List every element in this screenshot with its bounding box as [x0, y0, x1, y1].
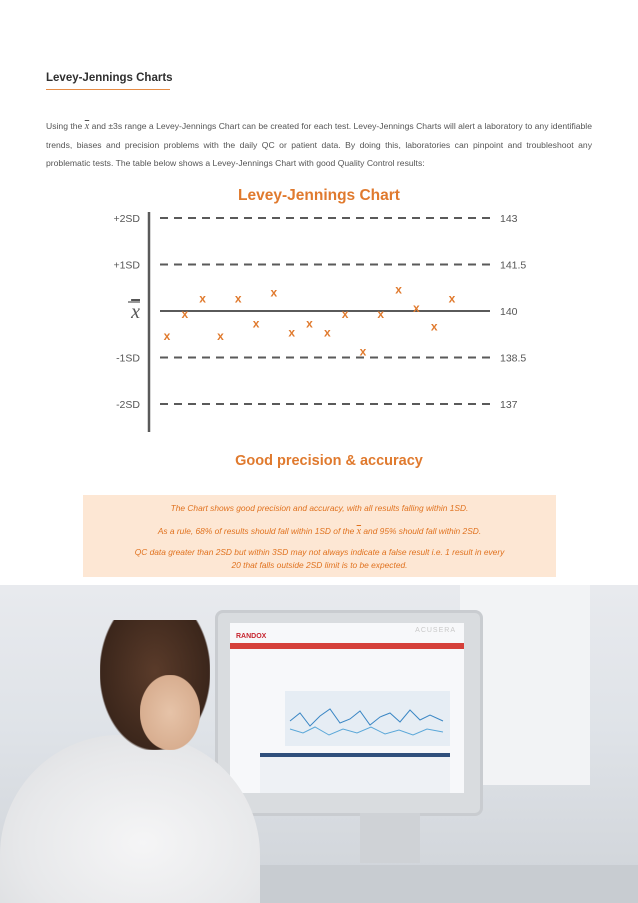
person-face	[140, 675, 200, 750]
sd-label: +1SD	[113, 259, 140, 272]
data-point-15: x	[413, 300, 420, 315]
chart-subtitle: Good precision & accuracy	[235, 453, 423, 469]
sd-label: -1SD	[116, 352, 140, 365]
data-point-2: x	[181, 307, 189, 322]
levey-jennings-chart	[0, 180, 638, 470]
screen-table	[260, 753, 450, 793]
data-points	[164, 282, 456, 358]
level-value-label: 137	[500, 399, 518, 411]
monitor-screen	[230, 623, 464, 793]
sd-label: -2SD	[116, 399, 140, 411]
chart-title: Levey-Jennings Chart	[238, 187, 400, 204]
screen-product-logo: ACUSERA	[415, 627, 456, 634]
data-point-6: x	[252, 316, 260, 331]
intro-paragraph	[46, 117, 592, 172]
screen-graph	[285, 691, 450, 746]
level-value-label: 143	[500, 213, 518, 225]
level-value-label: 141.5	[500, 259, 527, 272]
monitor-stand	[360, 813, 420, 863]
data-point-7: x	[270, 285, 278, 300]
note-line-4: 20 that falls outside 2SD limit is to be expected.	[231, 560, 408, 570]
note-mean-symbol: $\overline{x}$	[356, 526, 362, 537]
note-line-2	[83, 525, 556, 538]
screen-graph-panel	[285, 691, 450, 746]
data-point-17: x	[448, 291, 456, 306]
mean-symbol-label: x	[131, 301, 140, 323]
level-value-label: 138.5	[500, 352, 527, 365]
level-lines	[113, 213, 526, 411]
office-photo	[0, 585, 638, 903]
note-line-2-suffix: and 95% should fall within 2SD.	[363, 526, 482, 536]
note-line-3: QC data greater than 2SD but within 3SD may not always indicate a false result i.e. 1 result in every	[134, 547, 505, 557]
data-point-9: x	[306, 316, 313, 331]
note-line-2-prefix: As a rule, 68% of results should fall within 1SD of the	[157, 526, 355, 536]
intro-prefix: Using the	[46, 121, 83, 131]
screen-nav-bar	[230, 643, 464, 649]
data-point-12: x	[359, 344, 367, 359]
data-point-16: x	[430, 319, 438, 334]
section-title-underline	[46, 89, 170, 90]
note-box	[83, 495, 556, 577]
data-point-4: x	[217, 328, 224, 343]
sd-label: +2SD	[113, 213, 140, 225]
data-point-14: x	[395, 282, 402, 297]
screen-brand-logo: RANDOX	[236, 633, 267, 640]
note-line-1: The Chart shows good precision and accuracy, with all results falling within 1SD.	[170, 503, 469, 513]
data-point-11: x	[341, 307, 349, 322]
mean-symbol: $\overline{x}$	[84, 121, 90, 132]
data-point-8: x	[288, 325, 296, 340]
data-point-10: x	[323, 325, 331, 340]
data-point-1: x	[163, 328, 171, 343]
level-value-label: 140	[500, 306, 518, 318]
data-point-13: x	[377, 307, 385, 322]
data-point-5: x	[234, 291, 242, 306]
intro-suffix: and ±3s range a Levey-Jennings Chart can be created for each test. Levey-Jennings Charts will alert a laboratory to any identifiable trends, biases and precision problems with the daily QC or patient data. By doing this, laboratories can pinpoint and troubleshoot any problematic tests. The table below shows a Levey-Jennings Chart with good Quality Control results:	[46, 121, 592, 168]
data-point-3: x	[199, 291, 206, 306]
section-title: Levey-Jennings Charts	[46, 72, 173, 84]
